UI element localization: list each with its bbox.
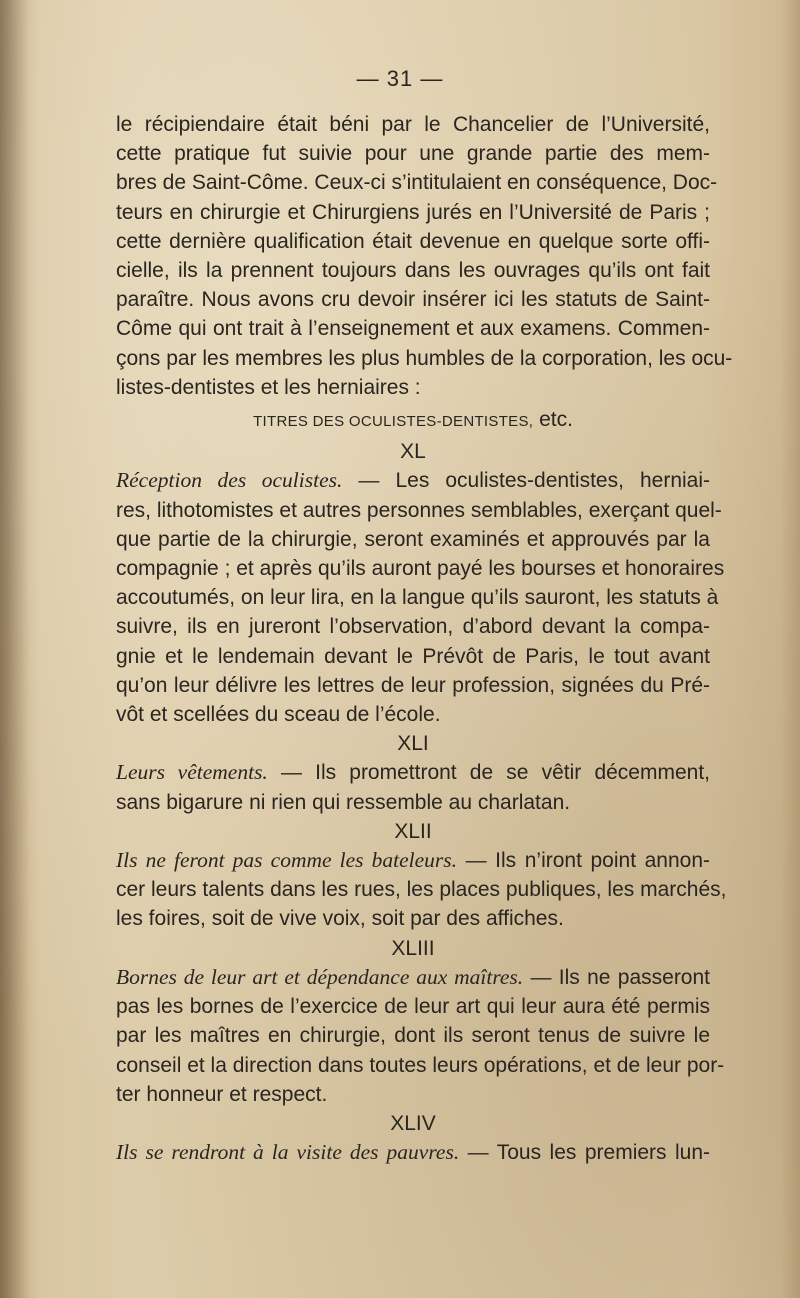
article-number: XL [400, 440, 426, 464]
article-line: les foires, soit de vive voix, soit par des affiches. [116, 907, 564, 931]
article-line: accoutumés, on leur lira, en la langue qu’ils sauront, les statuts à [116, 586, 719, 610]
page-body [116, 108, 733, 1167]
article-text: — Les oculistes-dentistes, herniai- [342, 469, 711, 493]
article-line: vôt et scellées du sceau de l’école. [116, 703, 441, 727]
intro-line: cette pratique fut suivie pour une grande partie des mem- [116, 142, 710, 166]
article-title: Ils ne feront pas comme les bateleurs. [116, 848, 458, 873]
article-text: — Tous les premiers lun- [459, 1141, 711, 1165]
article-text: — Ils ne passeront [523, 965, 711, 989]
article-line: res, lithotomistes et autres personnes semblables, exerçant quel- [116, 498, 722, 522]
article-line: compagnie ; et après qu’ils auront payé les bourses et honoraires [116, 557, 725, 581]
article-text: — Ils promettront de se vêtir décemment, [267, 761, 710, 785]
intro-line: teurs en chirurgie et Chirurgiens jurés en l’Université de Paris ; [116, 200, 710, 224]
article-line: par les maîtres en chirurgie, dont ils seront tenus de suivre le [116, 1024, 710, 1048]
article-line [116, 758, 710, 787]
article-line: qu’on leur délivre les lettres de leur profession, signées du Pré- [116, 673, 710, 697]
intro-line: bres de Saint-Côme. Ceux-ci s’intitulaient en conséquence, Doc- [116, 171, 718, 195]
section-title-caps: TITRES DES OCULISTES-DENTISTES, [253, 413, 534, 431]
page-number: — 31 — [356, 66, 444, 91]
intro-line: çons par les membres les plus humbles de la corporation, les ocu- [116, 346, 733, 370]
article-line: sans bigarure ni rien qui ressemble au charlatan. [116, 790, 571, 814]
article-line: suivre, ils en jureront l’observation, d’abord devant la compa- [116, 615, 710, 639]
article-line: pas les bornes de l’exercice de leur art qui leur aura été permis [116, 995, 710, 1019]
article-line: que partie de la chirurgie, seront examinés et approuvés par la [116, 527, 710, 551]
intro-line: cette dernière qualification était devenue en quelque sorte offi- [116, 229, 710, 253]
intro-line: Côme qui ont trait à l’enseignement et aux examens. Commen- [116, 317, 710, 341]
intro-line: listes-dentistes et les herniaires : [116, 375, 421, 399]
intro-line: le récipiendaire était béni par le Chancelier de l’Université, [116, 113, 710, 136]
article-line [116, 963, 710, 992]
article-number: XLII [394, 819, 432, 843]
article-line [116, 1138, 710, 1167]
article-line [116, 846, 710, 875]
section-title-etc: etc. [539, 408, 573, 432]
article-title: Leurs vêtements. [116, 760, 268, 785]
intro-line: paraître. Nous avons cru devoir insérer ici les statuts de Saint- [116, 288, 710, 312]
article-title: Ils se rendront à la visite des pauvres. [116, 1140, 460, 1165]
article-line: conseil et la direction dans toutes leurs opérations, et de leur por- [116, 1053, 725, 1077]
article-title: Bornes de leur art et dépendance aux maîtres. [116, 964, 524, 989]
article-number: XLI [397, 732, 429, 756]
article-line: cer leurs talents dans les rues, les places publiques, les marchés, [116, 878, 727, 902]
article-text: — Ils n’iront point annon- [457, 849, 710, 873]
section-title [116, 405, 710, 436]
page-binding-shadow [0, 0, 30, 1298]
article-line: gnie et le lendemain devant le Prévôt de Paris, le tout avant [116, 644, 710, 668]
article-line: ter honneur et respect. [116, 1082, 328, 1106]
intro-line: cielle, ils la prennent toujours dans les ouvrages qu’ils ont fait [116, 259, 710, 283]
article-number: XLIV [390, 1111, 436, 1135]
article-number: XLIII [391, 936, 435, 960]
article-title: Réception des oculistes. [116, 468, 343, 493]
article-line [116, 466, 710, 495]
